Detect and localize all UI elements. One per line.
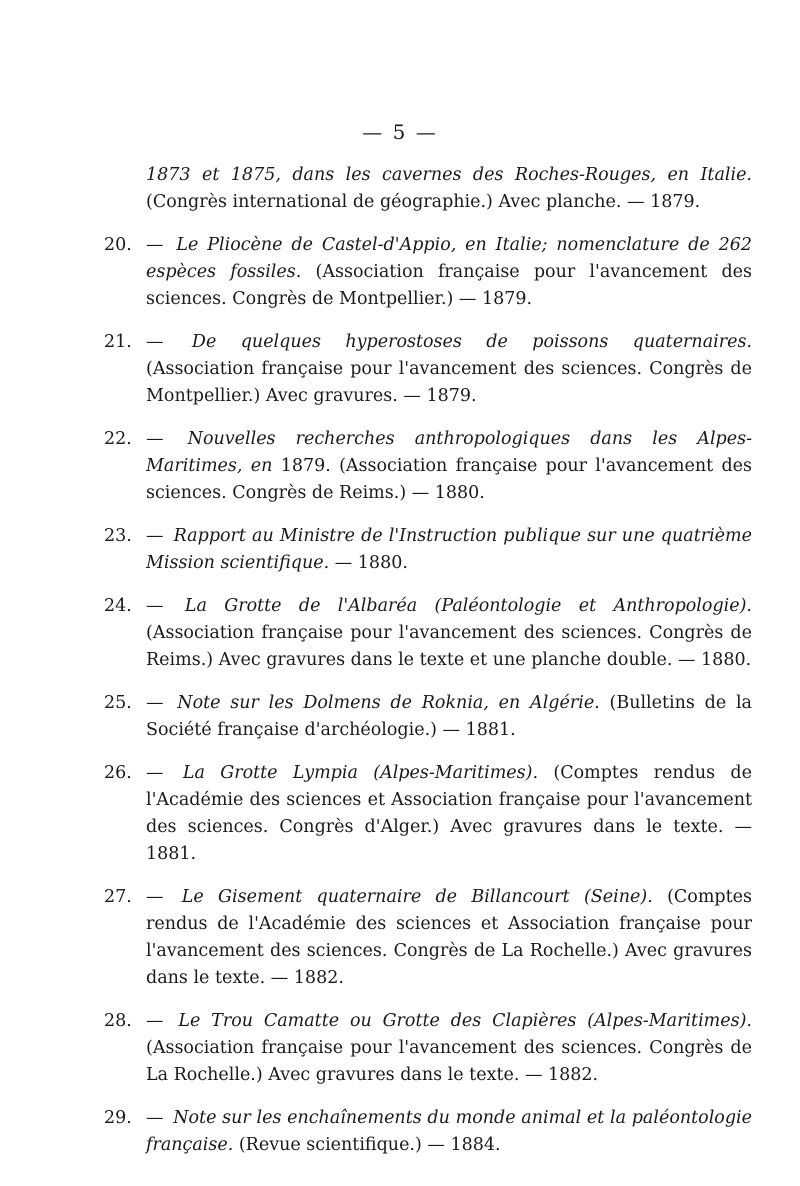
entry-source: 1879. (Association française pour l'avancement des sciences. Congrès de Reims.) — 1880. [146,456,752,503]
entry-source: (Association française pour l'avancement des sciences. Congrès de Montpellier.) Avec gravures. — 1879. [146,359,752,406]
entry-source: (Comptes rendus de l'Académie des sciences et Association française pour l'avancement des sciences. Congrès d'Alger.) Avec gravures dans le texte. — 1881. [146,763,752,864]
entry-source: (Association française pour l'avancement des sciences. Congrès de Montpellier.) — 1879. [146,262,752,309]
page-number: — 5 — [362,120,438,144]
entry-title: Le Trou Camatte ou Grotte des Clapières (Alpes-Maritimes). [178,1011,752,1031]
bibliography-entry [104,1105,752,1159]
entry-dash: — [146,332,164,352]
entry-dash: — [146,887,164,907]
bibliography-entry [104,523,752,577]
entry-source: (Revue scientifique.) — 1884. [238,1135,501,1155]
entry-number: 23. [104,526,132,546]
entry-source: (Bulletins de la Société française d'archéologie.) — 1881. [146,693,752,740]
entry-dash: — [146,763,164,783]
entry-dash: — [146,235,164,255]
bibliography-list [104,162,752,1175]
entry-dash: — [146,526,164,546]
entry-title: 1873 et 1875, dans les cavernes des Roches-Rouges, en Italie. [146,165,752,185]
entry-source: — 1880. [334,553,408,573]
entry-dash: — [146,1011,164,1031]
entry-title: Rapport au Ministre de l'Instruction publique sur une quatrième Mission scientifique. [146,526,752,573]
entry-title: La Grotte Lympia (Alpes-Maritimes). [182,763,539,783]
entry-source: (Association française pour l'avancement des sciences. Congrès de La Rochelle.) Avec gravures dans le texte. — 1882. [146,1038,752,1085]
entry-dash: — [146,693,164,713]
entry-source: (Congrès international de géographie.) Avec planche. — 1879. [146,192,701,212]
entry-title: Le Pliocène de Castel-d'Appio, en Italie; nomenclature de 262 espèces fossiles. [146,235,752,282]
entry-dash: — [146,1108,164,1128]
bibliography-entry [104,329,752,410]
bibliography-entry [104,690,752,744]
entry-source: (Comptes rendus de l'Académie des sciences et Association française pour l'avancement des sciences. Congrès de La Rochelle.) Avec gravures dans le texte. — 1882. [146,887,752,988]
bibliography-entry-continuation [104,162,752,216]
entry-number: 24. [104,596,132,616]
bibliography-entry [104,426,752,507]
entry-number: 22. [104,429,132,449]
entry-number: 20. [104,235,132,255]
entry-title: Le Gisement quaternaire de Billancourt (Seine). [181,887,653,907]
entry-title: Nouvelles recherches anthropologiques dans les Alpes-Maritimes, en [146,429,752,476]
entry-dash: — [146,596,164,616]
entry-title: Note sur les enchaînements du monde animal et la paléontologie française. [146,1108,752,1155]
entry-source: (Association française pour l'avancement des sciences. Congrès de Reims.) Avec gravures dans le texte et une planche double. — 1880. [146,623,752,670]
entry-number: 21. [104,332,132,352]
bibliography-entry [104,884,752,992]
entry-number: 29. [104,1108,132,1128]
entry-title: Note sur les Dolmens de Roknia, en Algérie. [177,693,600,713]
entry-number: 28. [104,1011,132,1031]
entry-number: 27. [104,887,132,907]
bibliography-entry [104,1008,752,1089]
bibliography-entry [104,593,752,674]
entry-list [104,232,752,1159]
bibliography-entry [104,232,752,313]
entry-title: La Grotte de l'Albaréa (Paléontologie et Anthropologie). [184,596,752,616]
bibliography-entry [104,760,752,868]
entry-number: 25. [104,693,132,713]
entry-title: De quelques hyperostoses de poissons quaternaires. [191,332,752,352]
entry-dash: — [146,429,164,449]
entry-number: 26. [104,763,132,783]
